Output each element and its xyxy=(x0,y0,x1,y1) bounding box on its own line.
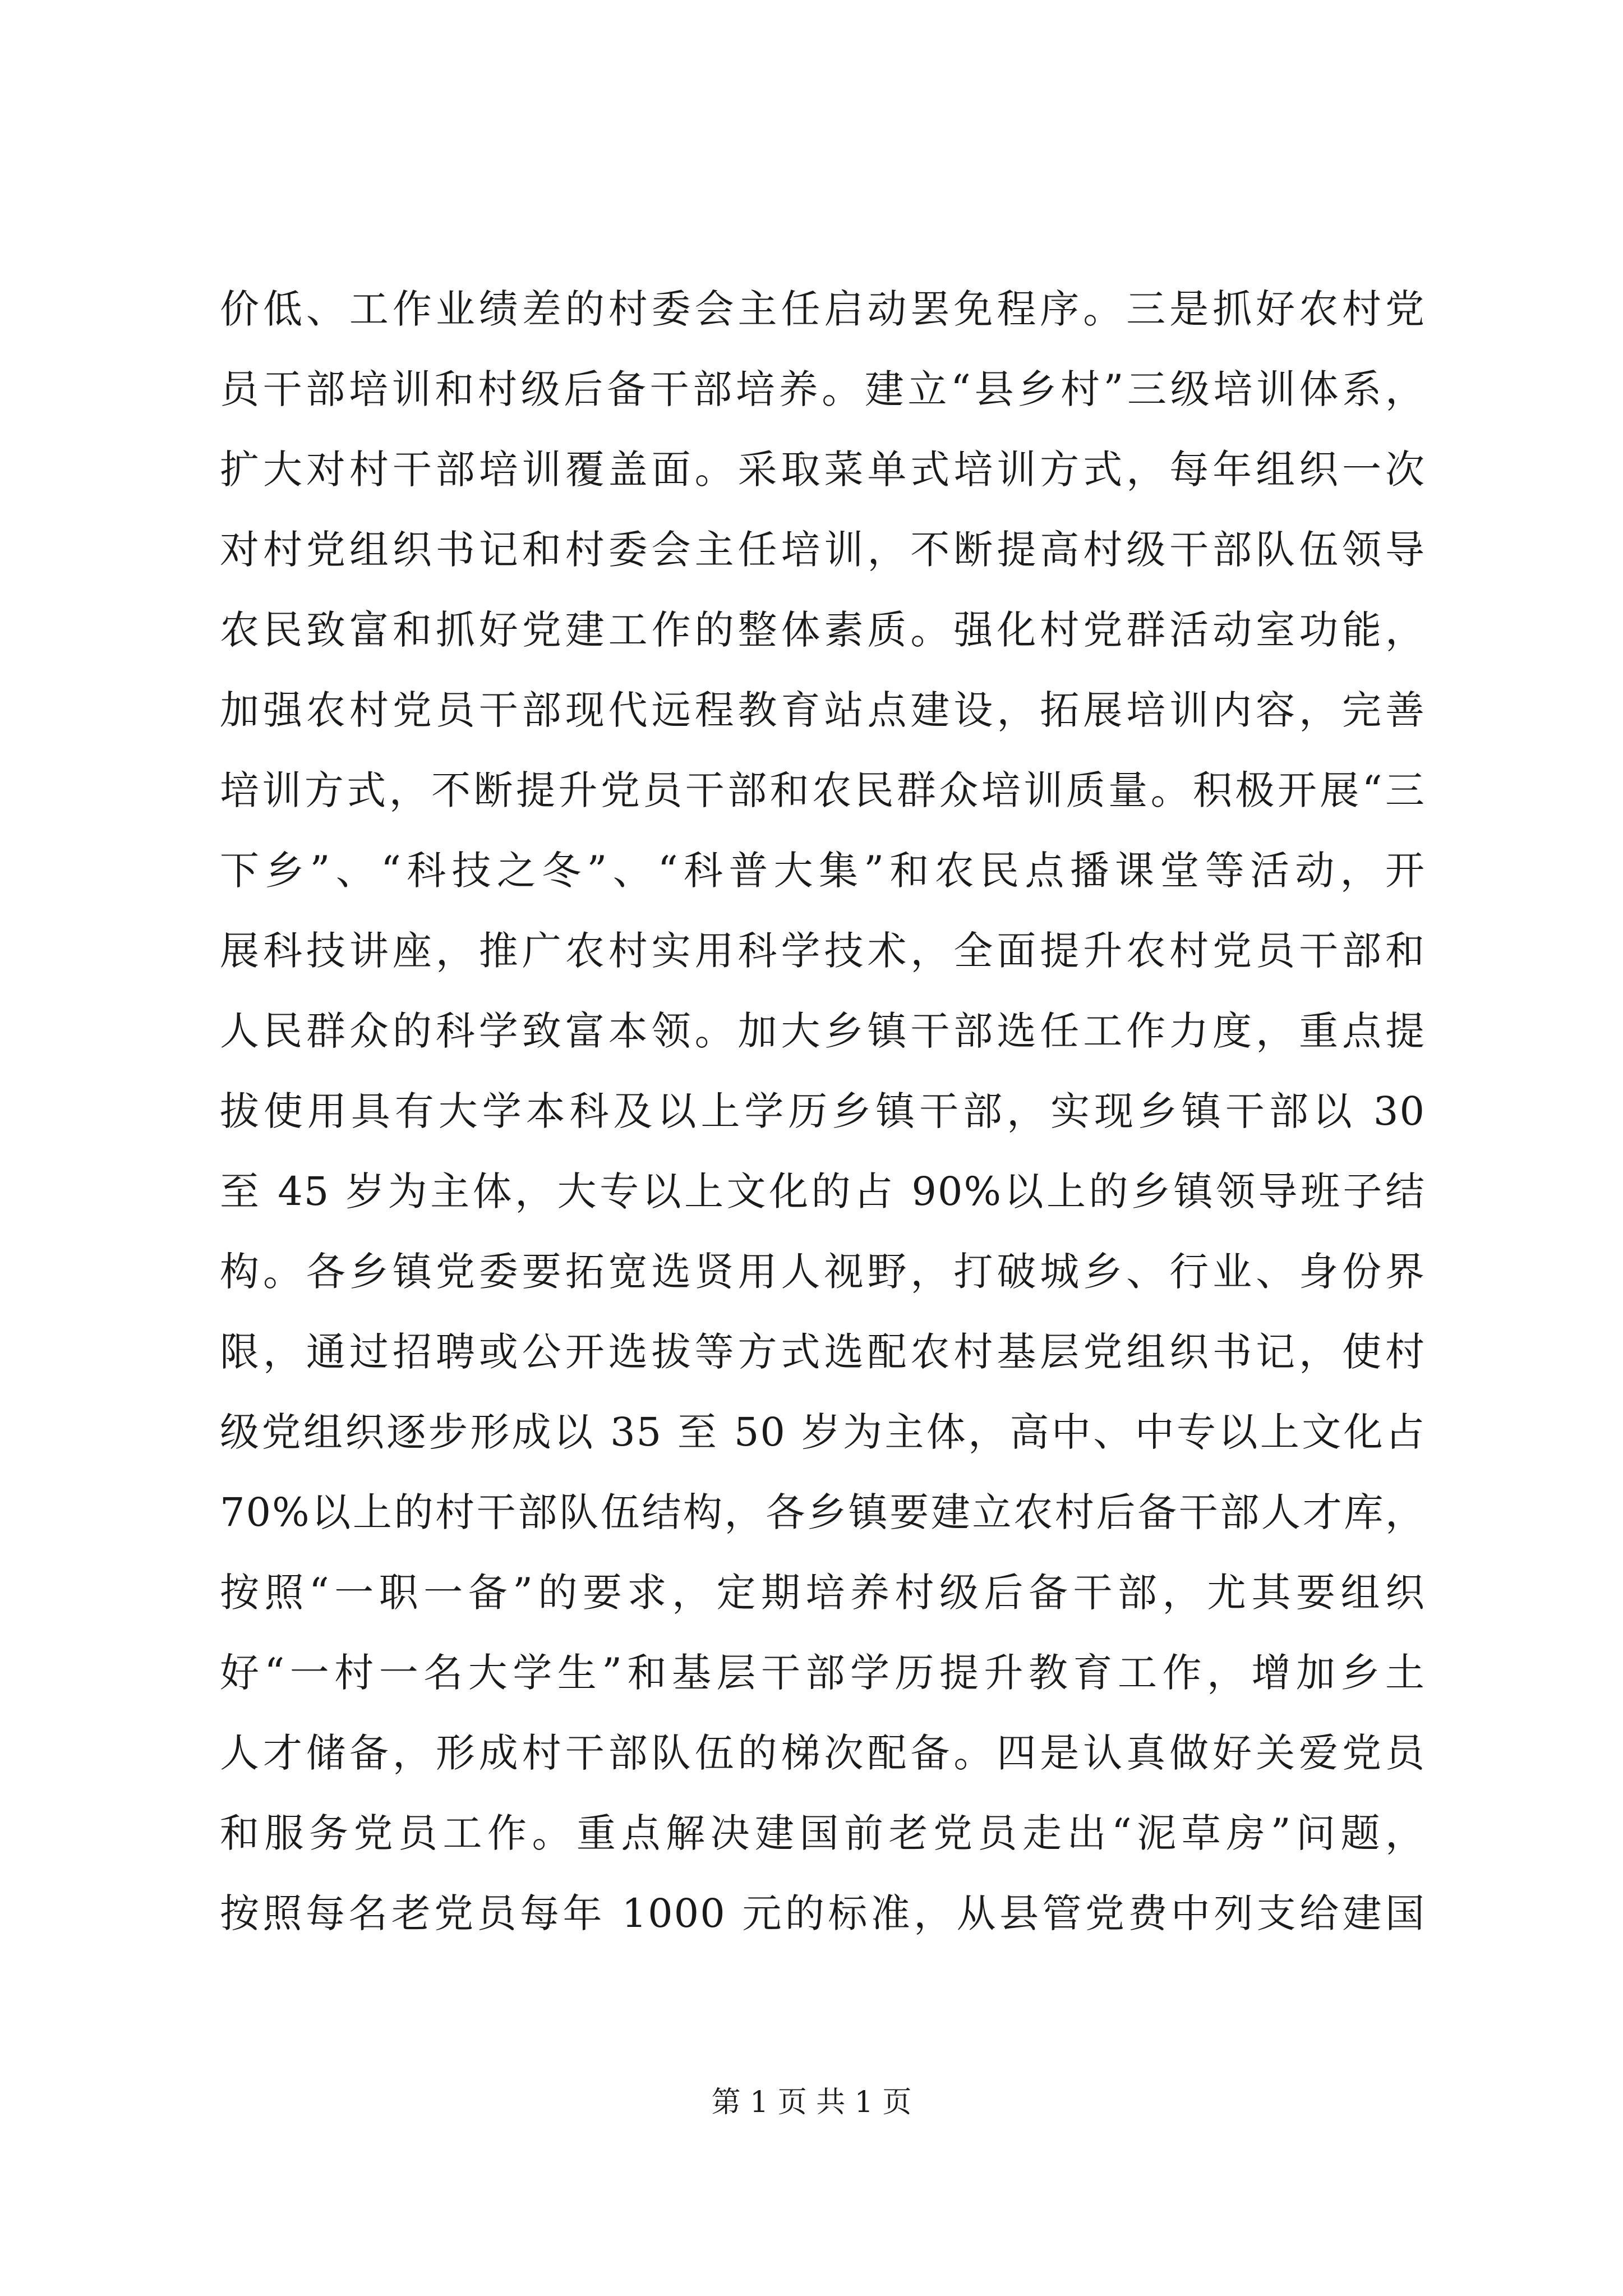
page-number-footer: 第 1 页 共 1 页 xyxy=(711,2086,912,2119)
text-line: 拔使用具有大学本科及以上学历乡镇干部，实现乡镇干部以 30 xyxy=(220,1088,1426,1134)
text-line: 展科技讲座，推广农村实用科学技术，全面提升农村党员干部和 xyxy=(220,928,1426,974)
text-line: 培训方式，不断提升党员干部和农民群众培训质量。积极开展“三 xyxy=(220,767,1426,813)
text-line: 人才储备，形成村干部队伍的梯次配备。四是认真做好关爱党员 xyxy=(220,1730,1426,1776)
text-line: 人民群众的科学致富本领。加大乡镇干部选任工作力度，重点提 xyxy=(220,1008,1426,1054)
text-line: 至 45 岁为主体，大专以上文化的占 90%以上的乡镇领导班子结 xyxy=(220,1168,1426,1214)
text-line: 农民致富和抓好党建工作的整体素质。强化村党群活动室功能， xyxy=(220,607,1426,653)
body-text xyxy=(220,269,1426,1954)
text-line: 按照每名老党员每年 1000 元的标准，从县管党费中列支给建国 xyxy=(220,1890,1426,1936)
text-line: 好“一村一名大学生”和基层干部学历提升教育工作，增加乡土 xyxy=(220,1650,1426,1696)
text-line: 70%以上的村干部队伍结构，各乡镇要建立农村后备干部人才库， xyxy=(220,1489,1426,1535)
text-line: 价低、工作业绩差的村委会主任启动罢免程序。三是抓好农村党 xyxy=(220,286,1426,332)
text-line: 限，通过招聘或公开选拔等方式选配农村基层党组织书记，使村 xyxy=(220,1329,1426,1375)
text-line: 和服务党员工作。重点解决建国前老党员走出“泥草房”问题， xyxy=(220,1810,1426,1856)
text-line: 按照“一职一备”的要求，定期培养村级后备干部，尤其要组织 xyxy=(220,1570,1426,1616)
text-line: 构。各乡镇党委要拓宽选贤用人视野，打破城乡、行业、身份界 xyxy=(220,1249,1426,1295)
text-line: 加强农村党员干部现代远程教育站点建设，拓展培训内容，完善 xyxy=(220,687,1426,733)
text-line: 扩大对村干部培训覆盖面。采取菜单式培训方式，每年组织一次 xyxy=(220,447,1426,493)
text-line: 级党组织逐步形成以 35 至 50 岁为主体，高中、中专以上文化占 xyxy=(220,1409,1426,1455)
text-line: 对村党组织书记和村委会主任培训，不断提高村级干部队伍领导 xyxy=(220,527,1426,573)
text-line: 下乡”、“科技之冬”、“科普大集”和农民点播课堂等活动，开 xyxy=(220,848,1426,894)
text-line: 员干部培训和村级后备干部培养。建立“县乡村”三级培训体系， xyxy=(220,366,1426,412)
